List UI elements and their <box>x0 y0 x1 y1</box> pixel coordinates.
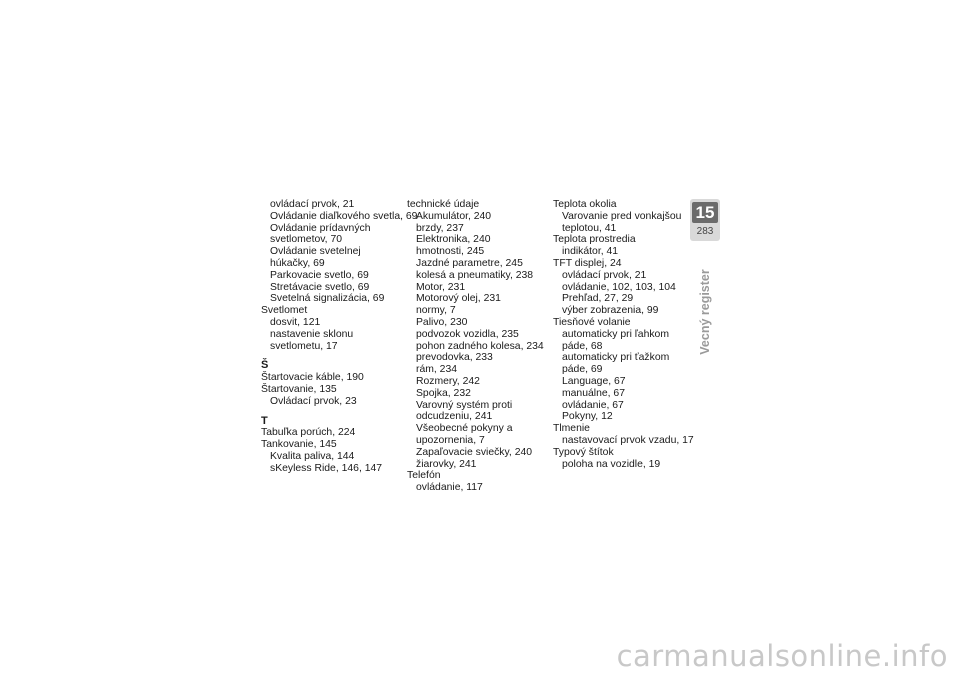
index-subentry: Prehľad, 27, 29 <box>562 293 634 305</box>
index-subentry: Kvalita paliva, 144 <box>270 450 355 462</box>
index-subentry: húkačky, 69 <box>270 257 325 269</box>
index-subentry: ovládací prvok, 21 <box>270 199 355 210</box>
index-subentry: Motorový olej, 231 <box>416 293 501 305</box>
index-subentry: nastavenie sklonu <box>270 328 354 340</box>
index-subentry: Všeobecné pokyny a <box>416 423 513 435</box>
index-subentry: Varovný systém proti <box>416 399 513 411</box>
index-entry: Telefón <box>407 470 441 482</box>
index-column-2 <box>407 199 547 494</box>
index-subentry: kolesá a pneumatiky, 238 <box>416 269 534 281</box>
index-entry: Teplota okolia <box>553 199 617 210</box>
index-subentry: Ovládanie diaľkového svetla, 69 <box>270 210 418 222</box>
chapter-tab <box>690 199 720 241</box>
index-entry: Svetlomet <box>261 305 308 317</box>
index-subentry: ovládací prvok, 21 <box>562 269 647 281</box>
index-entry: Tlmenie <box>553 423 590 435</box>
index-subentry: Ovládací prvok, 23 <box>270 395 357 407</box>
index-column-1 <box>261 199 418 475</box>
index-entry: Teplota prostredia <box>553 234 636 246</box>
index-subentry: ovládanie, 102, 103, 104 <box>562 281 676 293</box>
index-subentry: upozornenia, 7 <box>416 434 485 446</box>
index-subentry: prevodovka, 233 <box>416 352 493 364</box>
index-subentry: Akumulátor, 240 <box>416 210 492 222</box>
index-subentry: ovládanie, 117 <box>416 482 483 494</box>
index-subentry: Stretávacie svetlo, 69 <box>270 281 370 293</box>
index-subentry: žiarovky, 241 <box>416 458 477 470</box>
index-entry: Typový štítok <box>553 446 614 458</box>
index-subentry: Ovládanie svetelnej <box>270 246 361 258</box>
index-subentry: Palivo, 230 <box>416 316 468 328</box>
index-subentry: Ovládanie prídavných <box>270 222 371 234</box>
watermark-text: carmanualsonline.info <box>616 639 948 673</box>
index-subentry: indikátor, 41 <box>562 246 619 258</box>
index-subentry: výber zobrazenia, 99 <box>562 305 659 317</box>
index-column-3 <box>553 199 693 470</box>
index-subentry: sKeyless Ride, 146, 147 <box>270 462 383 474</box>
index-subentry: Svetelná signalizácia, 69 <box>270 293 385 305</box>
index-subentry: Jazdné parametre, 245 <box>416 257 523 269</box>
index-letter-heading: Š <box>261 359 269 372</box>
index-subentry: Language, 67 <box>562 375 626 387</box>
index-subentry: poloha na vozidle, 19 <box>562 458 661 470</box>
index-subentry: Zapaľovacie sviečky, 240 <box>416 446 533 458</box>
index-subentry: teplotou, 41 <box>562 222 617 234</box>
index-subentry: Elektronika, 240 <box>416 234 491 246</box>
section-side-title: Vecný register <box>698 269 712 355</box>
index-subentry: Spojka, 232 <box>416 387 471 399</box>
index-subentry: normy, 7 <box>416 305 456 317</box>
index-subentry: podvozok vozidla, 235 <box>416 328 519 340</box>
index-subentry: hmotnosti, 245 <box>416 246 485 258</box>
index-subentry: rám, 234 <box>416 364 458 376</box>
index-subentry: Varovanie pred vonkajšou <box>562 210 682 222</box>
index-entry: Štartovacie káble, 190 <box>261 372 364 384</box>
index-subentry: páde, 68 <box>562 340 603 352</box>
index-entry: Tiesňové volanie <box>553 316 631 328</box>
index-subentry: odcudzeniu, 241 <box>416 411 493 423</box>
index-subentry: dosvit, 121 <box>270 316 321 328</box>
index-entry: Štartovanie, 135 <box>261 383 337 395</box>
index-subentry: svetlometov, 70 <box>270 234 342 246</box>
index-subentry: Parkovacie svetlo, 69 <box>270 269 369 281</box>
page-number: 283 <box>696 226 714 237</box>
index-subentry: svetlometu, 17 <box>270 340 338 352</box>
index-subentry: Motor, 231 <box>416 281 466 293</box>
index-subentry: automaticky pri ťažkom <box>562 352 670 364</box>
index-entry: Tabuľka porúch, 224 <box>261 427 356 439</box>
chapter-number: 15 <box>692 202 718 223</box>
index-subentry: Pokyny, 12 <box>562 411 613 423</box>
index-entry: Tankovanie, 145 <box>261 439 337 451</box>
index-entry: TFT displej, 24 <box>553 257 622 269</box>
index-entry: technické údaje <box>407 199 480 210</box>
index-subentry: brzdy, 237 <box>416 222 464 234</box>
index-subentry: nastavovací prvok vzadu, 17 <box>562 434 694 446</box>
index-subentry: manuálne, 67 <box>562 387 625 399</box>
index-subentry: ovládanie, 67 <box>562 399 624 411</box>
index-subentry: pohon zadného kolesa, 234 <box>416 340 544 352</box>
index-subentry: Rozmery, 242 <box>416 375 480 387</box>
index-letter-heading: T <box>261 414 268 427</box>
index-subentry: páde, 69 <box>562 364 603 376</box>
index-subentry: automaticky pri ľahkom <box>562 328 669 340</box>
